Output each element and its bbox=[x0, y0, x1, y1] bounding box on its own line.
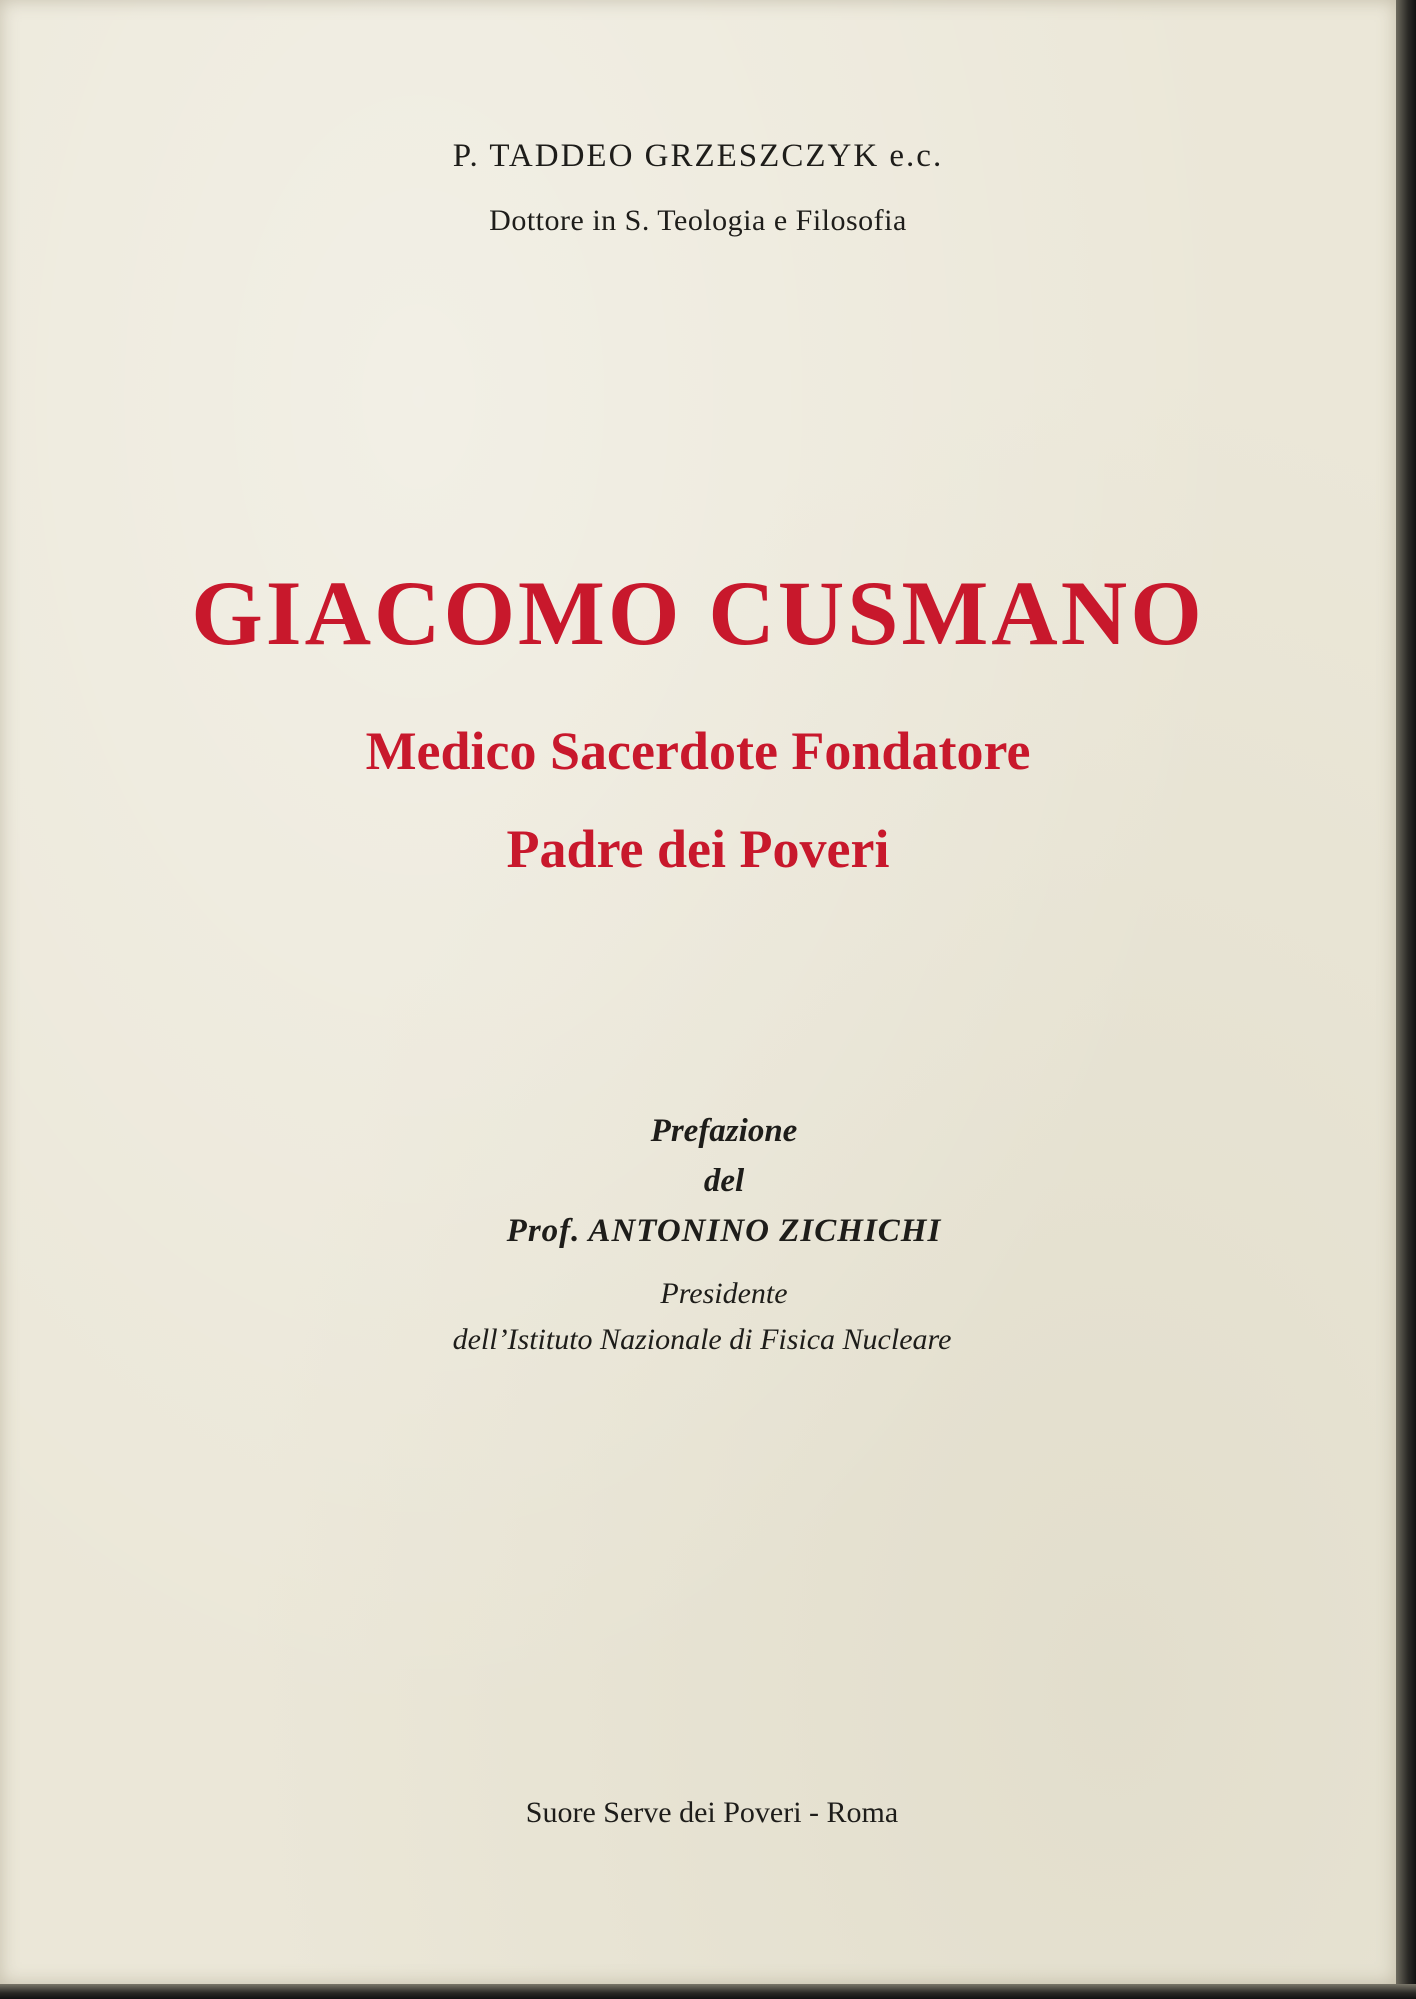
cover-bottom-edge bbox=[0, 1984, 1416, 1999]
book-subtitle-line1: Medico Sacerdote Fondatore bbox=[365, 721, 1031, 781]
publisher: Suore Serve dei Poveri - Roma bbox=[525, 1796, 899, 1829]
preface-author-role: Presidente bbox=[660, 1277, 788, 1310]
author-degree: Dottore in S. Teologia e Filosofia bbox=[489, 204, 907, 237]
author-name: P. TADDEO GRZESZCZYK e.c. bbox=[452, 138, 944, 174]
preface-author-institution: dell’Istituto Nazionale di Fisica Nucleare bbox=[452, 1323, 952, 1356]
book-title: GIACOMO CUSMANO bbox=[191, 562, 1205, 664]
preface-label: Prefazione bbox=[650, 1113, 798, 1149]
cover-right-edge bbox=[1396, 0, 1416, 1999]
preface-by: del bbox=[703, 1163, 745, 1199]
book-subtitle-line2: Padre dei Poveri bbox=[506, 819, 890, 879]
preface-author: Prof. ANTONINO ZICHICHI bbox=[506, 1213, 942, 1249]
